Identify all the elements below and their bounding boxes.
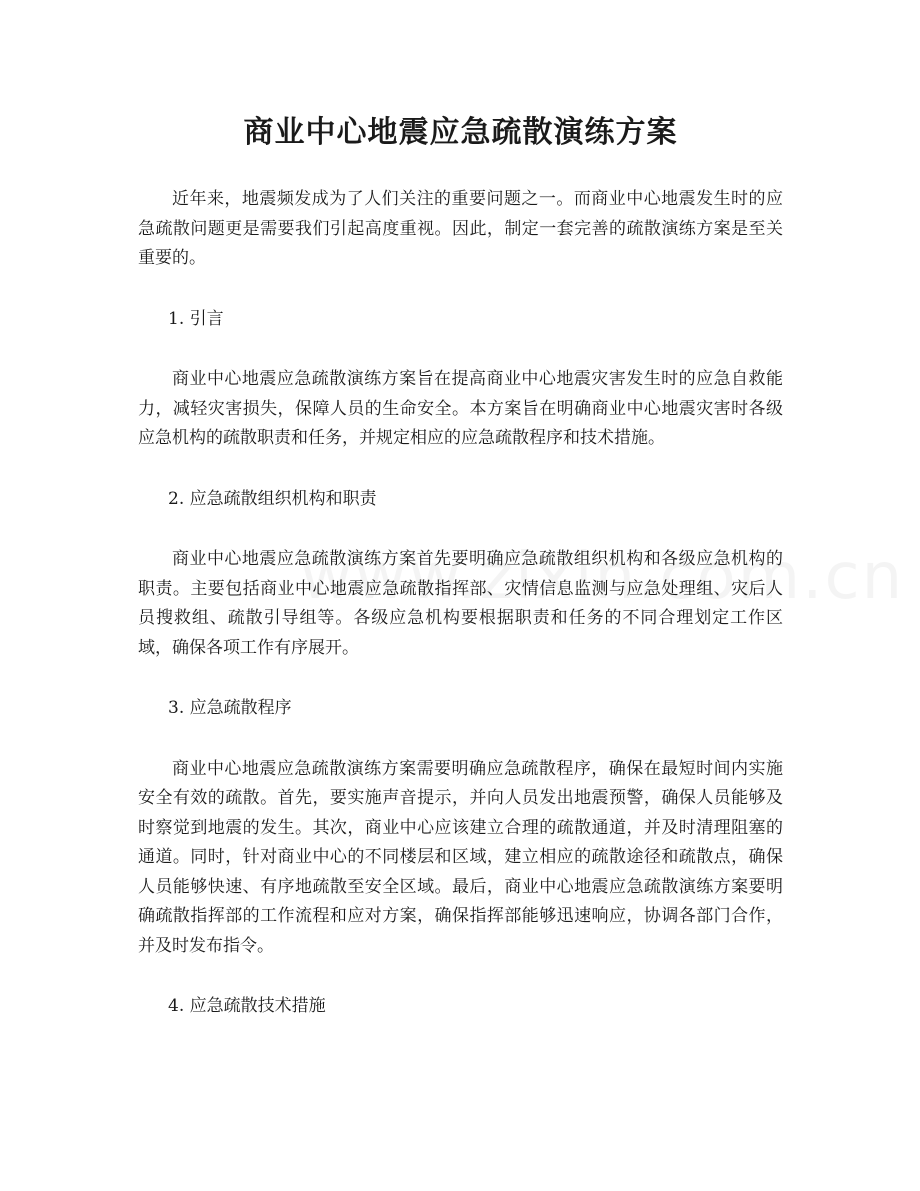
document-title: 商业中心地震应急疏散演练方案 [243, 115, 678, 150]
section-heading-1: 1. 引言 [168, 308, 224, 329]
section-body-2: 商业中心地震应急疏散演练方案首先要明确应急疏散组织机构和各级应急机构的职责。主要包括商业中心地震应急疏散指挥部、灾情信息监测与应急处理组、灾后人员搜救组、疏散引导组等。各级应急机构要根据职责和任务的不同合理划定工作区域，确保各项工作有序展开。 [138, 549, 783, 658]
section-heading-4: 4. 应急疏散技术措施 [168, 996, 326, 1016]
section-heading-2: 2. 应急疏散组织机构和职责 [168, 488, 377, 509]
section-body-1: 商业中心地震应急疏散演练方案旨在提高商业中心地震灾害发生时的应急自救能力，减轻灾害损失，保障人员的生命安全。本方案旨在明确商业中心地震灾害时各级应急机构的疏散职责和任务，并规定相应的应急疏散程序和技术措施。 [138, 369, 783, 448]
section-heading-3: 3. 应急疏散程序 [168, 698, 292, 718]
intro-paragraph: 近年来，地震频发成为了人们关注的重要问题之一。而商业中心地震发生时的应急疏散问题更是需要我们引起高度重视。因此，制定一套完善的疏散演练方案是至关重要的。 [138, 189, 783, 268]
section-body-3: 商业中心地震应急疏散演练方案需要明确应急疏散程序，确保在最短时间内实施安全有效的疏散。首先，要实施声音提示，并向人员发出地震预警，确保人员能够及时察觉到地震的发生。其次，商业中心应该建立合理的疏散通道，并及时清理阻塞的通道。同时，针对商业中心的不同楼层和区域，建立相应的疏散途径和疏散点，确保人员能够快速、有序地疏散至安全区域。最后，商业中心地震应急疏散演练方案要明确疏散指挥部的工作流程和应对方案，确保指挥部能够迅速响应，协调各部门合作，并及时发布指令。 [138, 758, 783, 956]
